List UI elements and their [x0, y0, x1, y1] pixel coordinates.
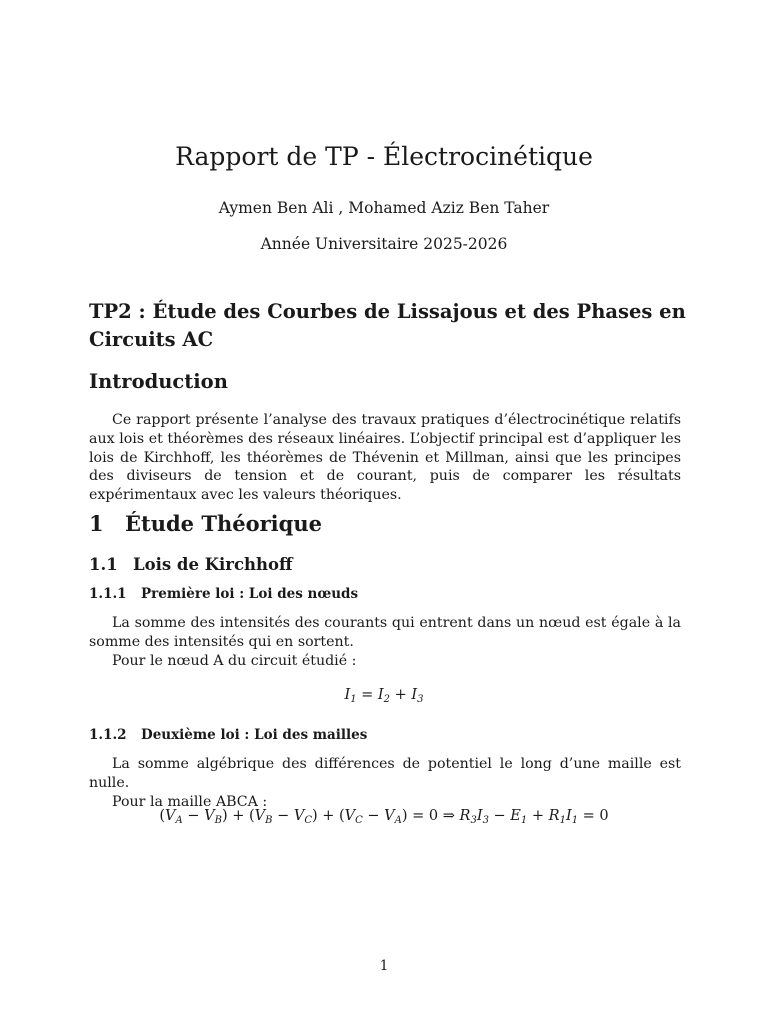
subsubsection-heading-nodes	[89, 586, 358, 602]
academic-year: Année Universitaire 2025-2026	[260, 235, 508, 253]
subsection-number: 1.1	[89, 555, 118, 574]
subsection-heading	[89, 555, 293, 574]
nodes-law-text: La somme des intensités des courants qui entrent dans un nœud est égale à la somme des intensités qui en sortent.	[89, 615, 681, 650]
subsection-title: Lois de Kirchhoff	[133, 555, 293, 574]
mesh-law-equation: $(V_A - V_B) + (V_B - V_C) + (V_C - V_A) = 0$ ⇒ $R_3I_3 - E_1 + R_1I_1 = 0$	[159, 808, 609, 826]
mesh-law-text: La somme algébrique des différences de potentiel le long d’une maille est nulle.	[89, 756, 681, 791]
section-number: 1	[89, 511, 104, 536]
subsubsection-heading-meshes	[89, 727, 367, 743]
subsubsection-number: 1.1.1	[89, 586, 127, 602]
page-number: 1	[379, 958, 389, 974]
subsubsection-number: 1.1.2	[89, 727, 127, 743]
introduction-text: Ce rapport présente l’analyse des travaux pratiques d’électrocinétique relatifs aux lois et théorèmes des réseaux linéaires. L’objectif principal est d’appliquer les lois de Kirchhoff, les théorèmes de Thévenin et Millman, ainsi que les principes des diviseurs de tension et de courant, puis de comparer les résultats expérimentaux avec les valeurs théoriques.	[89, 412, 681, 504]
subsubsection-title: Deuxième loi : Loi des mailles	[141, 727, 368, 743]
section-title: Étude Théorique	[125, 511, 322, 536]
nodes-law-paragraph	[89, 614, 681, 670]
document-authors: Aymen Ben Ali , Mohamed Aziz Ben Taher	[218, 199, 550, 217]
tp-title: TP2 : Étude des Courbes de Lissajous et des Phases en Circuits AC	[89, 300, 686, 351]
mesh-law-paragraph	[89, 755, 681, 811]
subsubsection-title: Première loi : Loi des nœuds	[141, 586, 359, 602]
introduction-paragraph	[89, 411, 681, 505]
nodes-law-equation: $I_1 = I_2 + I_3$	[344, 687, 424, 705]
section-heading	[89, 511, 322, 536]
document-title: Rapport de TP - Électrocinétique	[175, 142, 593, 171]
nodes-law-intro: Pour le nœud A du circuit étudié :	[112, 652, 357, 669]
introduction-heading: Introduction	[89, 370, 228, 393]
mesh-law-intro: Pour la maille ABCA :	[112, 793, 268, 810]
